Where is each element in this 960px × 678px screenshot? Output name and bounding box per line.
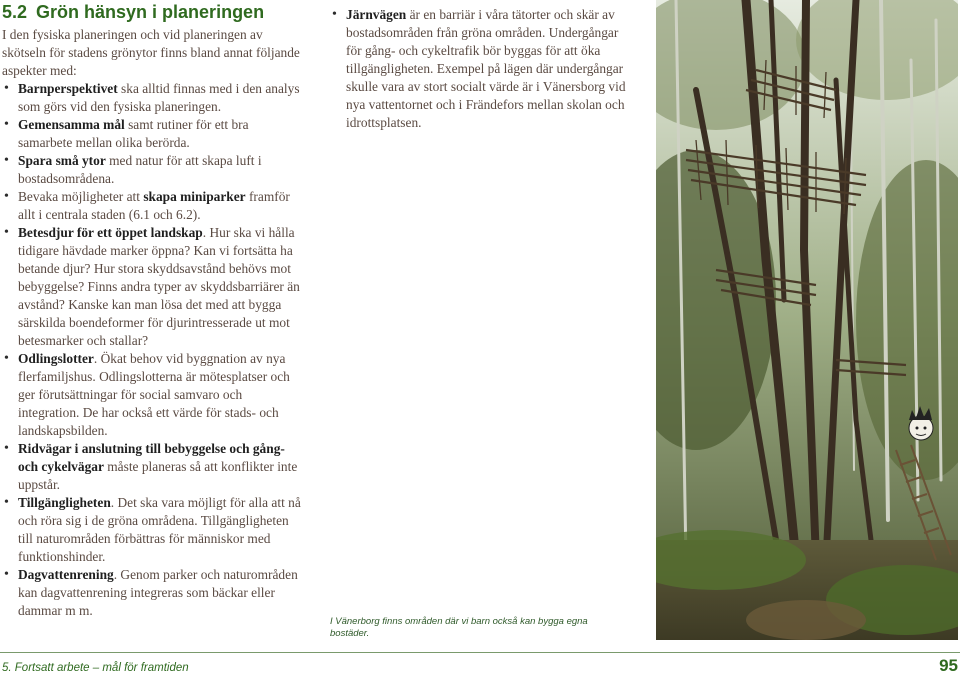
- list-item: [2, 224, 302, 350]
- left-column: [2, 26, 302, 620]
- list-item: [2, 350, 302, 440]
- bullet-keyword: Odlingslotter: [18, 351, 94, 366]
- page-number: 95: [939, 656, 958, 675]
- bullet-text: . Det ska vara möjligt för alla att nå och röra sig i de gröna områdena. Tillgängligheten till naturområden förbättras för människor med funktionshinder.: [18, 495, 301, 564]
- aspect-list: [2, 80, 302, 620]
- bullet-keyword: Dagvattenrening: [18, 567, 114, 582]
- list-item: [2, 188, 302, 224]
- forest-treehouse-photo: [656, 0, 958, 640]
- section-number: 5.2: [2, 2, 28, 22]
- intro-paragraph: I den fysiska planeringen och vid planeringen av skötseln för stadens grönytor finns bland annat följande aspekter med:: [2, 27, 300, 78]
- bullet-text: . Hur ska vi hålla tidigare hävdade marker öppna? Kan vi fortsätta ha betande djur? Hur stora skyddsavstånd behövs mot bebyggelse? Finns andra typer av skyddsbarriärer än avstånd? Kanske kan man lösa det med att bygga särskilda boendeformer för djurintresserade ut mot betesmarker och stallar?: [18, 225, 300, 348]
- list-item: [2, 494, 302, 566]
- bullet-keyword: Spara små ytor: [18, 153, 106, 168]
- bullet-keyword: skapa miniparker: [143, 189, 246, 204]
- footer-chapter: 5. Fortsatt arbete – mål för framtiden: [2, 662, 189, 674]
- bullet-text: med natur för att skapa luft i bostadsområdena.: [18, 153, 262, 186]
- bullet-text: måste planeras så att konflikter inte uppstår.: [18, 459, 298, 492]
- bullet-keyword: Barnperspektivet: [18, 81, 118, 96]
- list-item: [2, 566, 302, 620]
- list-item-railway: [330, 6, 630, 132]
- bullet-keyword: Tillgängligheten: [18, 495, 111, 510]
- photo-caption: I Vänerborg finns områden där vi barn också kan bygga egna bostäder.: [330, 616, 588, 639]
- bullet-text: är en barriär i våra tätorter och skär av bostadsområden från gröna områden. Undergångar för gång- och cykeltrafik bör byggas för att öka tillgängligheten. Exempel på lägen där undergångar skulle vara av stort socialt värde är i Vänersborg vid nya vattentornet och i Frändefors mellan skolan och idrottsplatsen.: [346, 7, 626, 130]
- bullet-keyword: Ridvägar i anslutning till bebyggelse och gång- och cykelvägar: [18, 441, 285, 474]
- bullet-text: . Genom parker och naturområden kan dagvattenrening integreras som bäckar eller dammar m m.: [18, 567, 298, 618]
- section-title: Grön hänsyn i planeringen: [36, 2, 265, 22]
- bullet-keyword: Betesdjur för ett öppet landskap: [18, 225, 203, 240]
- bullet-text: framför allt i centrala staden (6.1 och 6.2).: [18, 189, 290, 222]
- middle-column: [330, 6, 630, 132]
- bullet-keyword: Järnvägen: [346, 7, 407, 22]
- bullet-text: samt rutiner för ett bra samarbete mellan olika berörda.: [18, 117, 249, 150]
- list-item: [2, 80, 302, 116]
- bullet-text: ska alltid finnas med i den analys som görs vid den fysiska planeringen.: [18, 81, 300, 114]
- list-item: [2, 116, 302, 152]
- list-item: [2, 440, 302, 494]
- bullet-text: . Ökat behov vid byggnation av nya flerfamiljshus. Odlingslotterna är mötesplatser och ger förutsättningar för social samvaro och integration. De har också ett värde för stads- och landskapsbilden.: [18, 351, 290, 438]
- bullet-keyword: Gemensamma mål: [18, 117, 125, 132]
- list-item: [2, 152, 302, 188]
- bullet-text: Bevaka möjligheter att: [18, 189, 144, 204]
- footer-divider: [0, 652, 960, 653]
- section-heading: [2, 2, 264, 23]
